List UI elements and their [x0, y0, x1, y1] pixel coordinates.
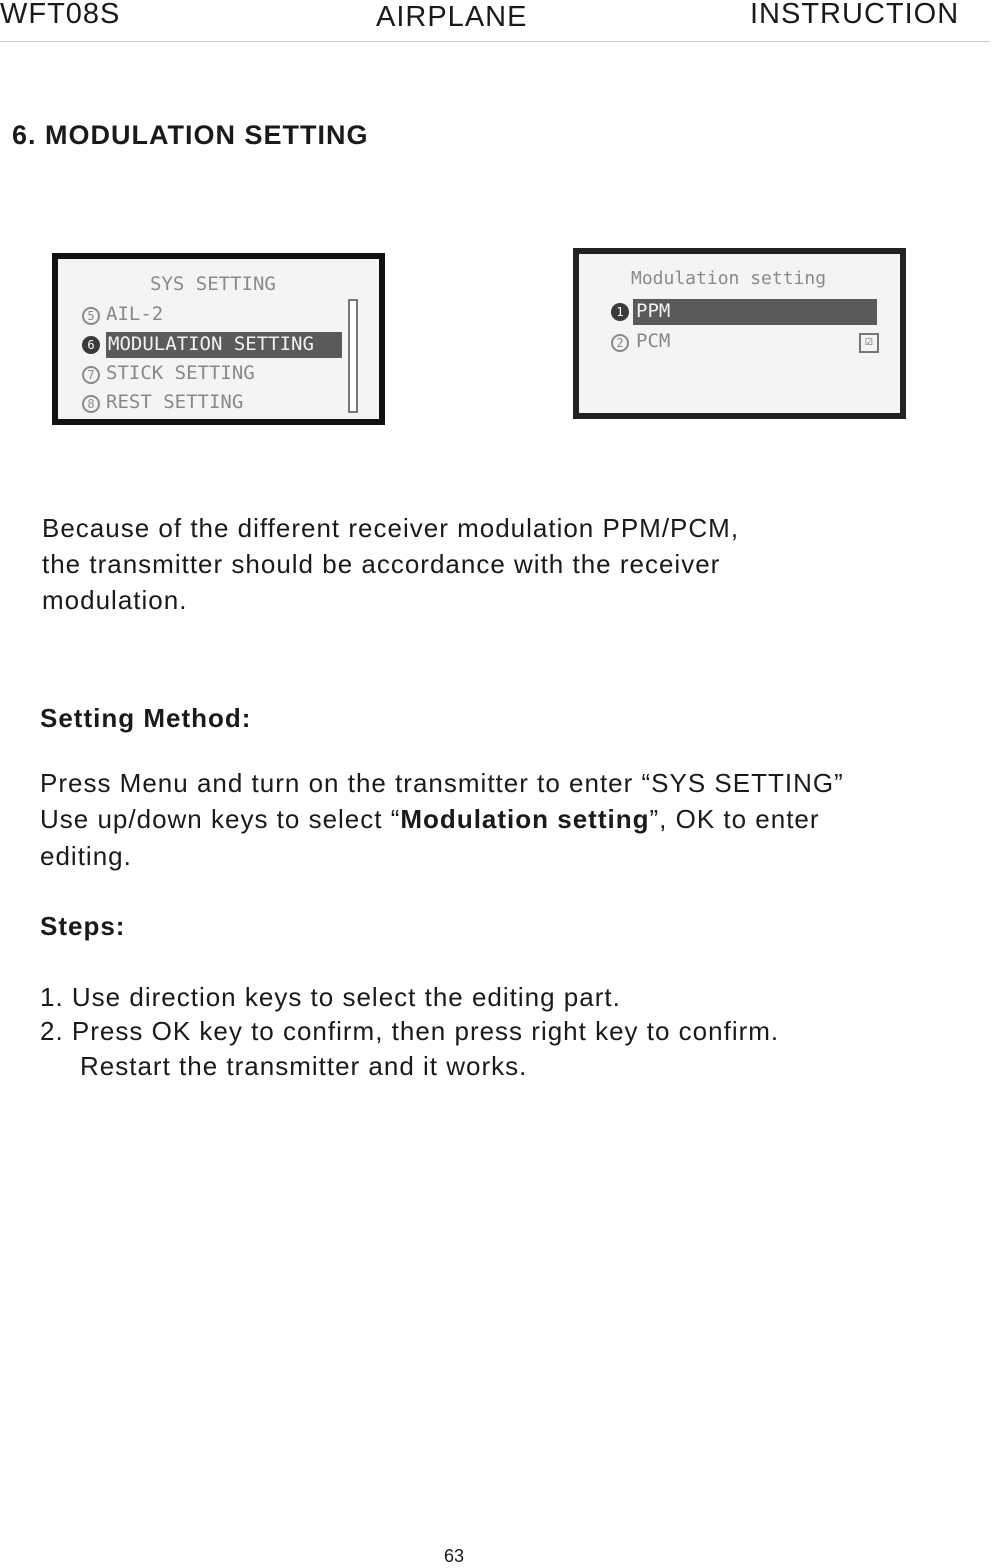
sys-screen-title: SYS SETTING [150, 273, 276, 295]
section-title: 6. MODULATION SETTING [12, 120, 369, 150]
selection-highlight [106, 332, 342, 358]
sys-menu-item [58, 391, 379, 417]
sys-menu-item-label: AIL-2 [106, 303, 164, 325]
item-number-icon: 7 [82, 366, 100, 384]
header-doc-type: INSTRUCTION [750, 0, 960, 30]
page-number: 63 [444, 1546, 465, 1566]
item-number-icon: 6 [82, 336, 100, 354]
setting-method-line: editing. [40, 841, 132, 871]
sys-menu-item [58, 303, 379, 329]
mod-option-selected [579, 299, 900, 325]
checkbox-checked-icon: ☑ [859, 333, 879, 353]
item-number-icon: 2 [611, 334, 629, 352]
sys-menu-item [58, 362, 379, 388]
intro-line: the transmitter should be accordance with the receiver [42, 549, 721, 579]
mod-screen-title: Modulation setting [631, 268, 827, 289]
intro-line: modulation. [42, 585, 188, 615]
sys-menu-item-label: MODULATION SETTING [108, 333, 314, 355]
text-segment: ”, OK to enter [649, 804, 820, 834]
mod-option [579, 330, 900, 356]
mod-option-label: PPM [636, 300, 671, 322]
header-model: WFT08S [0, 0, 121, 30]
header-category: AIRPLANE [376, 1, 528, 33]
sys-menu-item-label: REST SETTING [106, 391, 244, 413]
menu-name-emphasis: Modulation setting [400, 804, 650, 834]
intro-line: Because of the different receiver modulation PPM/PCM, [42, 513, 740, 543]
steps-heading: Steps: [40, 911, 126, 941]
step-item-continuation: Restart the transmitter and it works. [80, 1051, 528, 1081]
modulation-setting-screen [573, 248, 906, 419]
item-number-icon: 8 [82, 395, 100, 413]
item-number-icon: 1 [611, 303, 629, 321]
step-item: 2. Press OK key to confirm, then press right key to confirm. [40, 1016, 780, 1046]
header-divider [0, 41, 990, 42]
sys-menu-item-label: STICK SETTING [106, 362, 255, 384]
setting-method-line: Press Menu and turn on the transmitter to enter “SYS SETTING” [40, 768, 844, 798]
mod-option-label: PCM [636, 330, 671, 352]
setting-method-heading: Setting Method: [40, 703, 252, 733]
selection-highlight [633, 299, 877, 325]
sys-menu-item-selected [58, 332, 379, 358]
step-item: 1. Use direction keys to select the editing part. [40, 982, 621, 1012]
sys-setting-screen [52, 253, 385, 425]
item-number-icon: 5 [82, 307, 100, 325]
scrollbar [348, 299, 358, 413]
text-segment: Use up/down keys to select “ [40, 804, 401, 834]
setting-method-line [40, 801, 820, 837]
